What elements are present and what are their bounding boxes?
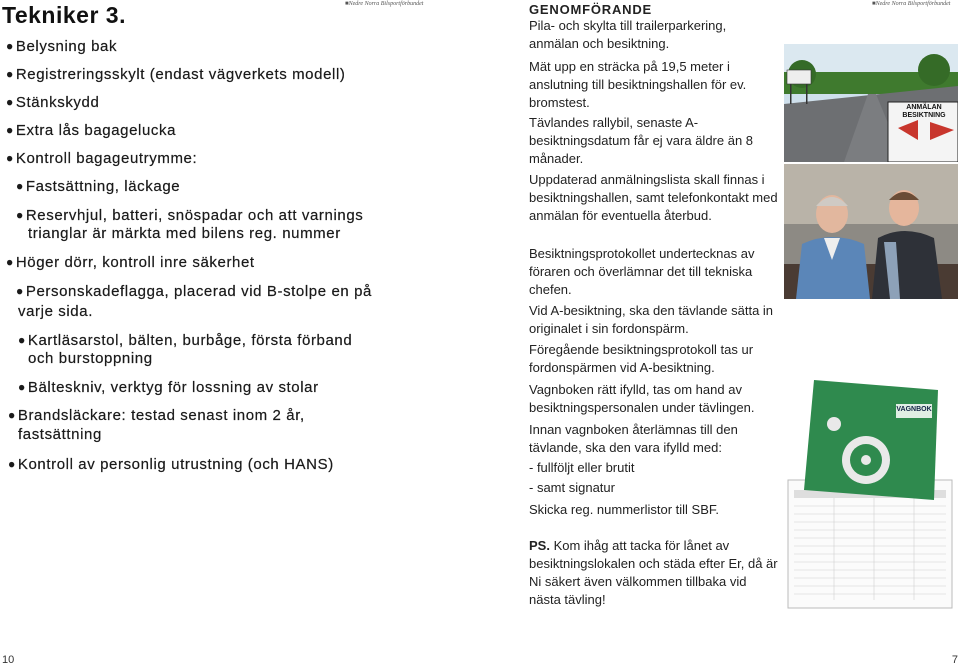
list-item: ● Kontroll av personlig utrustning (och HANS) [8,456,334,473]
page-number-right: 7 [951,654,958,666]
logo-nnbf: ■ Nedre Norra Bilsportförbundet [345,1,423,7]
list-item-continuation: fastsättning [18,426,102,443]
list-item: ● Belysning bak [6,38,118,55]
section-heading: GENOMFÖRANDE [529,2,652,17]
paragraph: Föregående besiktningsprotokoll tas ur fordonspärmen vid A-besiktning. [529,342,754,375]
list-item: ● Stänkskydd [6,94,100,111]
right-page [480,0,960,669]
bullet-icon: ● [6,39,14,53]
paragraph: Mät upp en sträcka på 19,5 meter i anslutning till besiktningshallen för ev. bromstest. [529,59,747,110]
bullet-icon: ● [16,179,24,193]
paragraph: - fullföljt eller brutit [529,460,635,475]
list-item: ● Höger dörr, kontroll inre säkerhet [6,254,255,271]
list-item: ● Kartläsarstol, bälten, burbåge, första förband [18,332,353,349]
ps-text: Kom ihåg att tacka för lånet av besiktningslokalen och städa efter Er, då är Ni säkert även välkommen tillbaka vid nästa tävling! [529,538,778,607]
bullet-icon: ● [18,380,26,394]
bullet-icon: ● [6,123,14,137]
list-item: ● Fastsättning, läckage [16,178,181,195]
bullet-icon: ● [18,333,26,347]
bullet-icon: ● [6,67,14,81]
vagnbok-photo [784,374,958,610]
inspectors-illustration [784,164,958,299]
paragraph: Pila- och skylta till trailerparkering, anmälan och besiktning. [529,18,727,51]
list-item-continuation: och burstoppning [28,350,153,367]
paragraph: - samt signatur [529,480,615,495]
bullet-icon: ● [6,151,14,165]
bullet-icon: ● [8,457,16,471]
list-item: ● Kontroll bagageutrymme: [6,150,198,167]
paragraph: Skicka reg. nummerlistor till SBF. [529,502,719,517]
bullet-icon: ● [16,284,24,298]
list-item: ● Bälteskniv, verktyg för lossning av stolar [18,379,319,396]
inspectors-photo [784,164,958,299]
paragraph: Vagnboken rätt ifylld, tas om hand av besiktningspersonalen under tävlingen. [529,382,755,415]
road-sign-photo [784,44,958,162]
ps-note [529,537,779,609]
list-item: ● Reservhjul, batteri, snöspadar och att varnings [16,207,364,224]
list-item: ● Extra lås bagagelucka [6,122,177,139]
road-scene-illustration [784,44,958,162]
paragraph: Uppdaterad anmälningslista skall finnas i besiktningshallen, samt telefonkontakt med anmälan för eventuella återbud. [529,172,778,223]
vagnbok-label: VAGNBOK [896,406,932,413]
list-item-continuation: trianglar är märkta med bilens reg. nummer [28,225,341,242]
paragraph: Besiktningsprotokollet undertecknas av föraren och överlämnar det till tekniska chefen. [529,246,755,297]
paragraph: Vid A-besiktning, ska den tävlande sätta in originalet i sin fordonspärm. [529,303,774,336]
paragraph: Tävlandes rallybil, senaste A-besiktningsdatum får ej vara äldre än 8 månader. [529,115,754,166]
page-title: Tekniker 3. [2,2,126,28]
list-item-continuation: varje sida. [18,303,93,320]
logo-nnbf: ■ Nedre Norra Bilsportförbundet [872,1,950,7]
paragraph: Innan vagnboken återlämnas till den tävlande, ska den vara ifylld med: [529,422,738,455]
page-number-left: 10 [2,654,15,666]
sign-text: ANMÄLAN BESIKTNING [902,104,946,119]
bullet-icon: ● [8,408,16,422]
bullet-icon: ● [6,95,14,109]
list-item: ● Registreringsskylt (endast vägverkets modell) [6,66,346,83]
bullet-icon: ● [16,208,24,222]
list-item: ● Brandsläckare: testad senast inom 2 år, [8,407,305,424]
list-item: ● Personskadeflagga, placerad vid B-stolpe en på [16,283,372,300]
ps-label: PS. [529,538,550,553]
bullet-icon: ● [6,255,14,269]
